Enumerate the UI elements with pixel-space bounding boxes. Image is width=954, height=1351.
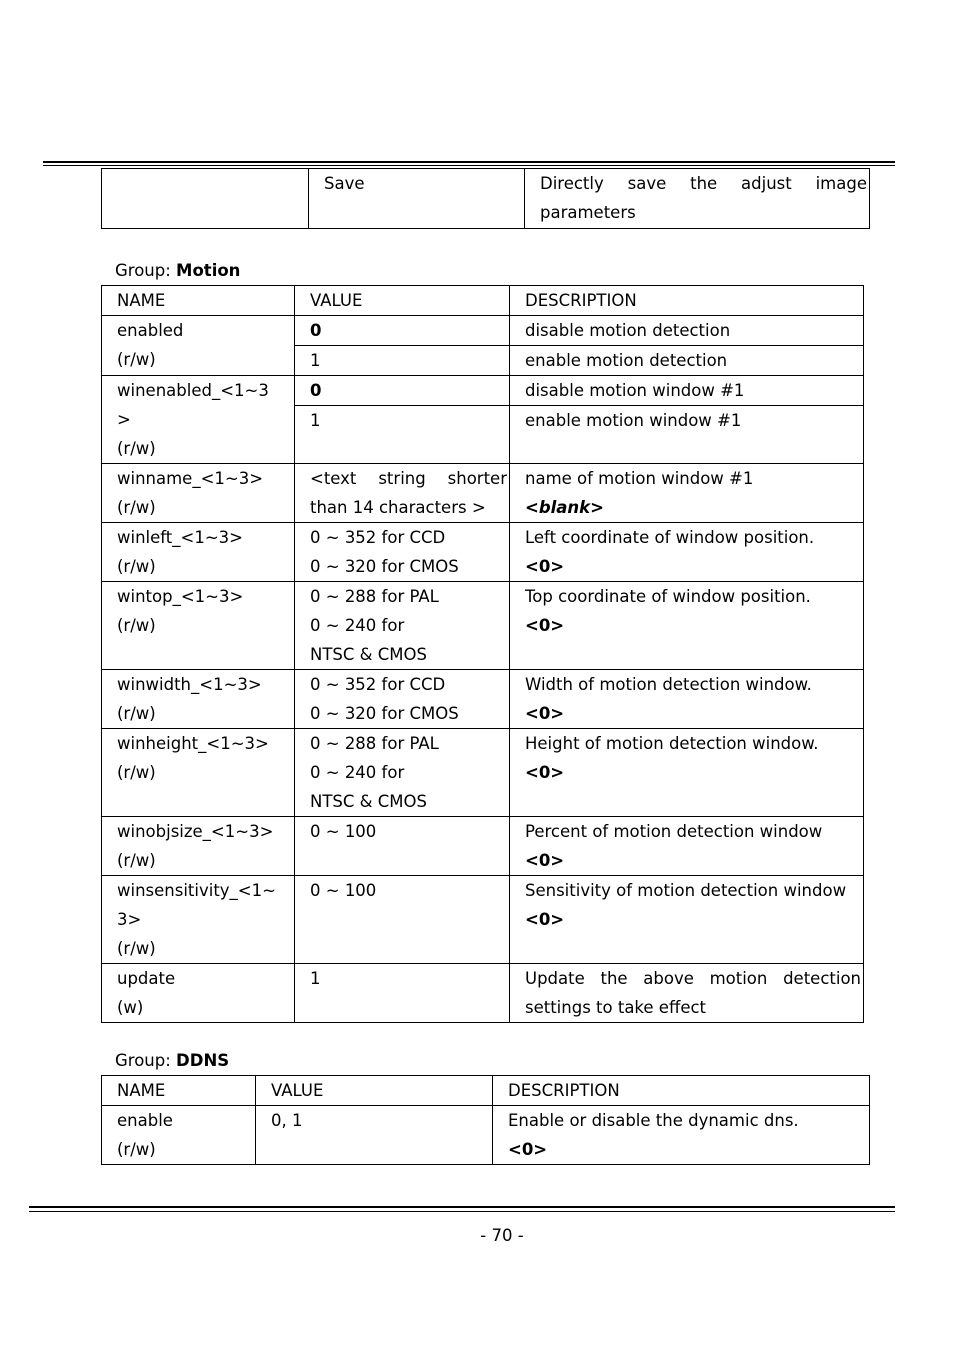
group-title-ddns xyxy=(115,1049,229,1073)
header-description: DESCRIPTION xyxy=(493,1076,870,1106)
description-cell: name of motion window #1 <blank> xyxy=(510,464,864,523)
table-row xyxy=(102,523,864,582)
table-row xyxy=(102,169,870,229)
value-cell: 1 xyxy=(295,346,510,376)
description-cell: Update the above motion detection settings to take effect xyxy=(510,964,864,1023)
header-name: NAME xyxy=(102,1076,256,1106)
header-description: DESCRIPTION xyxy=(510,286,864,316)
table-row xyxy=(102,817,864,876)
table-row xyxy=(102,964,864,1023)
default-value: <0> xyxy=(508,1140,548,1159)
value-cell: 0 ~ 100 xyxy=(295,817,510,876)
param-winsensitivity: winsensitivity_<1~ 3> (r/w) xyxy=(102,876,295,964)
header-value: VALUE xyxy=(256,1076,493,1106)
header-value: VALUE xyxy=(295,286,510,316)
description-cell: enable motion window #1 xyxy=(510,406,864,464)
group-name: DDNS xyxy=(176,1051,230,1070)
param-enabled: enabled (r/w) xyxy=(102,316,295,376)
header-name: NAME xyxy=(102,286,295,316)
value-cell: 0 xyxy=(295,316,510,346)
default-value: <0> xyxy=(525,763,565,782)
param-wintop: wintop_<1~3> (r/w) xyxy=(102,582,295,670)
header-row xyxy=(102,1076,870,1106)
description-cell: Left coordinate of window position. <0> xyxy=(510,523,864,582)
value-cell: Save xyxy=(309,169,525,229)
value-cell: 0 xyxy=(295,376,510,406)
description-cell: disable motion window #1 xyxy=(510,376,864,406)
param-winobjsize: winobjsize_<1~3> (r/w) xyxy=(102,817,295,876)
default-value: <0> xyxy=(525,704,565,723)
footer-rule xyxy=(29,1206,895,1212)
value-cell: 0, 1 xyxy=(256,1106,493,1165)
default-value: <blank> xyxy=(525,498,604,517)
description-cell: Sensitivity of motion detection window <0> xyxy=(510,876,864,964)
table-row xyxy=(102,1106,870,1165)
group-title-motion xyxy=(115,259,240,283)
default-value: <0> xyxy=(525,616,565,635)
description-cell: enable motion detection xyxy=(510,346,864,376)
param-winleft: winleft_<1~3> (r/w) xyxy=(102,523,295,582)
description-cell: Width of motion detection window. <0> xyxy=(510,670,864,729)
value-cell: 0 ~ 352 for CCD 0 ~ 320 for CMOS xyxy=(295,523,510,582)
group-prefix: Group: xyxy=(115,1051,177,1070)
table-row xyxy=(102,670,864,729)
param-winname: winname_<1~3> (r/w) xyxy=(102,464,295,523)
group-name: Motion xyxy=(176,261,241,280)
default-value: <0> xyxy=(525,851,565,870)
default-value: <0> xyxy=(525,910,565,929)
value-cell: 0 ~ 288 for PAL 0 ~ 240 for NTSC & CMOS xyxy=(295,582,510,670)
table-row xyxy=(102,464,864,523)
name-cell xyxy=(102,169,309,229)
table-row xyxy=(102,876,864,964)
description-cell: Percent of motion detection window <0> xyxy=(510,817,864,876)
description-cell: Directly save the adjust image parameters xyxy=(525,169,870,229)
description-cell: disable motion detection xyxy=(510,316,864,346)
default-value: <0> xyxy=(525,557,565,576)
table-row xyxy=(102,582,864,670)
description-cell: Enable or disable the dynamic dns. <0> xyxy=(493,1106,870,1165)
value-cell: <text string shorter than 14 characters > xyxy=(295,464,510,523)
value-cell: 1 xyxy=(295,964,510,1023)
value-cell: 0 ~ 352 for CCD 0 ~ 320 for CMOS xyxy=(295,670,510,729)
param-winheight: winheight_<1~3> (r/w) xyxy=(102,729,295,817)
image-params-table xyxy=(101,168,870,229)
param-winwidth: winwidth_<1~3> (r/w) xyxy=(102,670,295,729)
motion-table xyxy=(101,285,864,1023)
value-cell: 0 ~ 288 for PAL 0 ~ 240 for NTSC & CMOS xyxy=(295,729,510,817)
group-prefix: Group: xyxy=(115,261,177,280)
ddns-table xyxy=(101,1075,870,1165)
table-row xyxy=(102,316,864,346)
value-cell: 1 xyxy=(295,406,510,464)
header-rule xyxy=(43,161,895,166)
table-row xyxy=(102,729,864,817)
param-update: update (w) xyxy=(102,964,295,1023)
description-cell: Top coordinate of window position. <0> xyxy=(510,582,864,670)
value-cell: 0 ~ 100 xyxy=(295,876,510,964)
table-row xyxy=(102,376,864,406)
param-enable: enable (r/w) xyxy=(102,1106,256,1165)
param-winenabled: winenabled_<1~3 > (r/w) xyxy=(102,376,295,464)
header-row xyxy=(102,286,864,316)
page-number: - 70 - xyxy=(480,1226,524,1245)
description-cell: Height of motion detection window. <0> xyxy=(510,729,864,817)
